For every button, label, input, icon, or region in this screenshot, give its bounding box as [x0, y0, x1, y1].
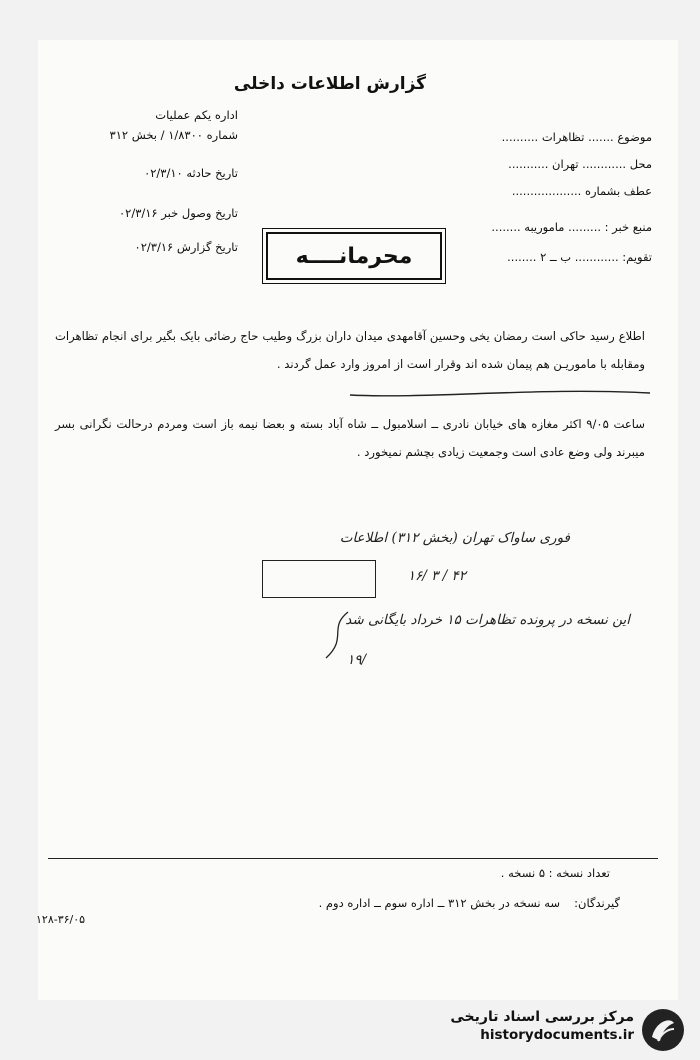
- handwritten-note-1: فوری ساواک تهران (بخش ۳۱۲) اطلاعات: [339, 530, 570, 546]
- subject-field: موضوع ....... تظاهرات ..........: [501, 130, 652, 144]
- report-date-field: تاریخ گزارش ۰۲/۳/۱۶: [134, 240, 238, 254]
- footer-divider: [48, 858, 658, 859]
- source-field: منبع خبر : ......... ماموریبه ........: [491, 220, 652, 234]
- underline-stroke: [340, 385, 660, 401]
- receipt-date-field: تاریخ وصول خبر ۰۲/۳/۱۶: [118, 206, 238, 220]
- incident-date-field: تاریخ حادثه ۰۲/۳/۱۰: [144, 166, 238, 180]
- document-title: گزارش اطلاعات داخلی: [233, 74, 427, 94]
- watermark-title: مرکز بررسی اسناد تاریخی: [450, 1009, 634, 1025]
- watermark: [390, 1005, 690, 1055]
- classification-stamp: محرمانــــه: [266, 232, 442, 280]
- handwritten-note-2: این نسخه در پرونده تظاهرات ۱۵ خرداد بایگانی شد: [345, 612, 630, 628]
- document-code: ۱۲۸-۳۶/۰۵: [36, 913, 86, 926]
- body-paragraph-2: ساعت ۹/۰۵ اکثر مغازه های خیابان نادری ــ اسلامبول ــ شاه آباد بسته و بعضا نیمه باز است ومردم درحالت نگرانی بسر میبرند ولی وضع عادی است وجمعیت زیادی بچشم نمیخورد .: [55, 417, 645, 459]
- handwritten-initial: ۱۹/: [346, 652, 366, 668]
- copies-count: تعداد نسخه : ۵ نسخه .: [500, 866, 610, 880]
- evaluation-field: تقویم: ............ ب ــ ۲ ........: [507, 250, 652, 264]
- recipients-label: گیرندگان:: [574, 896, 620, 910]
- logo-icon: [640, 1007, 686, 1053]
- office-field: اداره یکم عملیات: [155, 108, 238, 122]
- ref-number-field: عطف بشماره ...................: [511, 184, 652, 198]
- handwritten-stamp: [262, 560, 376, 598]
- watermark-url: historydocuments.ir: [480, 1027, 634, 1043]
- handwritten-date: ۱۶/ ۳ / ۴۲: [407, 568, 466, 584]
- number-field: شماره ۱/۸۳۰۰ / بخش ۳۱۲: [109, 128, 238, 142]
- place-field: محل ............ تهران ...........: [508, 157, 652, 171]
- body-paragraph-1: اطلاع رسید حاکی است رمضان یخی وحسین آقامهدی میدان داران بزرگ وطیب حاج رضائی بایک بگیر برای انجام تظاهرات ومقابله با ماموریـن هم پیمان شده اند وقرار است از امروز وارد عمل گردند .: [55, 329, 645, 371]
- recipients-list: سه نسخه در بخش ۳۱۲ ــ اداره سوم ــ اداره دوم .: [318, 896, 560, 910]
